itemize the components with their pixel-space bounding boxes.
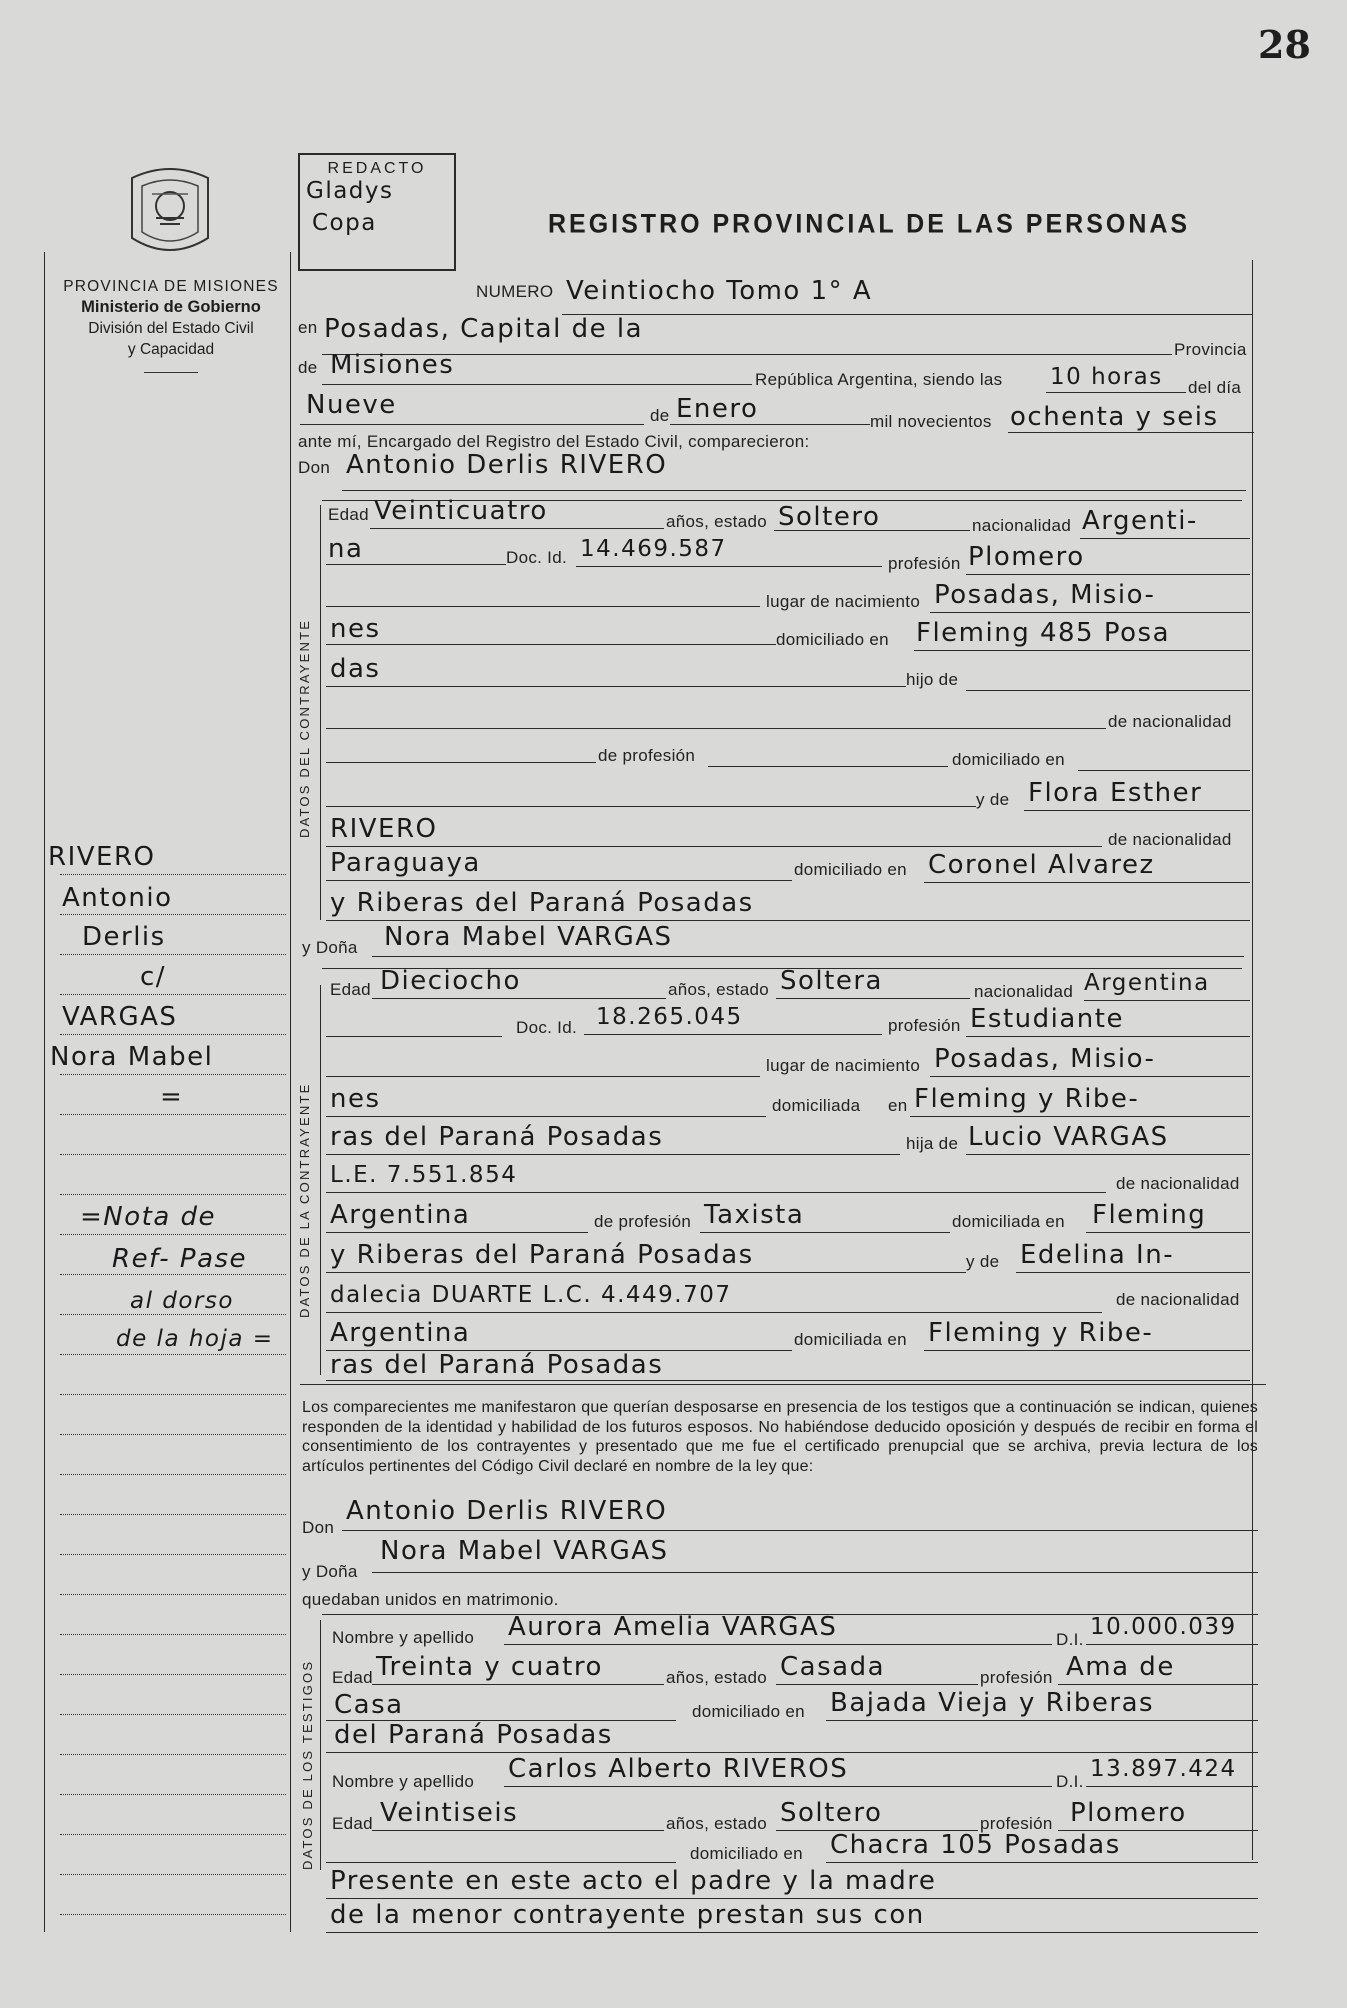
left-header-division: División del Estado Civil	[88, 320, 254, 337]
value-nac-father-bride: Argentina	[330, 1200, 471, 1230]
value-dom-mother-groom2: y Riberas del Paraná Posadas	[330, 888, 754, 918]
value-dom-mother-bride: Fleming y Ribe-	[928, 1318, 1154, 1348]
label-ante: ante mí, Encargado del Registro del Estado Civil, comparecieron:	[298, 432, 810, 451]
value-edad-bride: Dieciocho	[380, 966, 521, 996]
label-dom-groom: domiciliado en	[776, 630, 889, 649]
value-dom-t2: Chacra 105 Posadas	[830, 1830, 1121, 1860]
value-nac-mother-bride: Argentina	[330, 1318, 471, 1348]
value-dom-father-bride2: y Riberas del Paraná Posadas	[330, 1240, 754, 1270]
left-header-capacity: y Capacidad	[127, 341, 215, 358]
value-estado-t1: Casada	[780, 1652, 886, 1682]
value-estado-t2: Soltero	[780, 1798, 883, 1828]
value-estado-bride: Soltera	[780, 966, 883, 996]
value-de-provincia: Misiones	[330, 350, 455, 380]
label-provincia: Provincia	[1174, 340, 1247, 359]
value-dom-groom2: das	[330, 654, 381, 684]
value-prof-father-bride: Taxista	[704, 1200, 805, 1230]
value-doc-bride: 18.265.045	[596, 1004, 743, 1030]
value-dom-t1b: del Paraná Posadas	[334, 1720, 613, 1750]
value-dom-t1: Bajada Vieja y Riberas	[830, 1688, 1155, 1718]
margin-note2: Ref- Pase	[112, 1244, 248, 1274]
label-del-dia: del día	[1188, 378, 1242, 397]
label-edad-t2: Edad	[332, 1814, 373, 1833]
margin-equals: =	[160, 1082, 184, 1112]
margin-name-bride: Nora Mabel	[50, 1042, 214, 1072]
value-prof-t1b: Casa	[334, 1690, 404, 1720]
provincial-emblem-icon	[122, 158, 218, 266]
value-di-t2: 13.897.424	[1090, 1756, 1237, 1782]
label-dom-t2: domiciliado en	[690, 1844, 803, 1863]
value-estado-groom: Soltero	[778, 502, 881, 532]
side-label-witnesses: DATOS DE LOS TESTIGOS	[300, 1659, 315, 1870]
label-numero: NUMERO	[476, 282, 554, 301]
value-madre-groom: Flora Esther	[1028, 778, 1203, 808]
label-lugar-bride: lugar de nacimiento	[766, 1056, 921, 1075]
stamp-name2: Copa	[312, 210, 377, 236]
final-note-line2: de la menor contrayente prestan sus con	[330, 1900, 925, 1930]
value-dom-mother-bride2: ras del Paraná Posadas	[330, 1350, 664, 1380]
left-header-line1: PROVINCIA DE MISIONES	[63, 278, 279, 295]
margin-note4: de la hoja =	[116, 1326, 274, 1352]
value-madre-groom2: RIVERO	[330, 814, 438, 844]
label-don2: Don	[302, 1518, 335, 1537]
margin-con: c/	[140, 962, 167, 992]
label-nac-groom: nacionalidad	[972, 516, 1072, 535]
label-di-t1: D.I.	[1056, 1630, 1084, 1649]
value-edad-groom: Veinticuatro	[374, 496, 548, 526]
value-prof-groom: Plomero	[968, 542, 1085, 572]
label-nac-bride: nacionalidad	[974, 982, 1074, 1001]
label-dom-mother-groom: domiciliado en	[794, 860, 907, 879]
value-dom-mother-groom: Coronel Alvarez	[928, 850, 1155, 880]
value-name-t2: Carlos Alberto RIVEROS	[508, 1754, 849, 1784]
label-republica: República Argentina, siendo las	[755, 370, 1003, 389]
margin-note1: =Nota de	[80, 1202, 217, 1232]
value-mes: Enero	[676, 394, 759, 424]
label-edad-t1: Edad	[332, 1668, 373, 1687]
label-prof-father-bride: de profesión	[594, 1212, 692, 1231]
value-horas: 10 horas	[1050, 364, 1163, 390]
value-lugar-bride: Posadas, Misio-	[934, 1044, 1156, 1074]
label-mil-novecientos: mil novecientos	[870, 412, 992, 431]
label-y-dona: y Doña	[302, 938, 358, 957]
label-dom-bride: domiciliada	[772, 1096, 861, 1115]
value-edad-t2: Veintiseis	[380, 1798, 519, 1828]
redacto-stamp	[298, 153, 456, 271]
value-en: Posadas, Capital de la	[324, 314, 643, 344]
margin-note3: al dorso	[130, 1288, 234, 1314]
label-nac-father-groom: de nacionalidad	[1108, 712, 1232, 731]
label-y-dona2: y Doña	[302, 1562, 358, 1581]
label-dom-mother-bride: domiciliada en	[794, 1330, 907, 1349]
value-dom-groom: Fleming 485 Posa	[916, 618, 1171, 648]
label-quedaban: quedaban unidos en matrimonio.	[302, 1590, 559, 1609]
margin-name-groom2: Derlis	[82, 922, 166, 952]
value-dom-bride2: ras del Paraná Posadas	[330, 1122, 664, 1152]
label-edad-groom: Edad	[328, 505, 369, 524]
value-nac-mother-groom: Paraguaya	[330, 848, 481, 878]
value-don: Antonio Derlis RIVERO	[346, 450, 668, 480]
label-estado-t1: años, estado	[666, 1668, 767, 1687]
value-di-t1: 10.000.039	[1090, 1614, 1237, 1640]
value-dom-father-bride: Fleming	[1092, 1200, 1207, 1230]
value-madre-bride: Edelina In-	[1020, 1240, 1175, 1270]
label-doc-bride: Doc. Id.	[516, 1018, 577, 1037]
label-don: Don	[298, 458, 331, 477]
value-prof-t1: Ama de	[1066, 1652, 1175, 1682]
label-doc-groom: Doc. Id.	[506, 548, 567, 567]
margin-surname-bride: VARGAS	[62, 1002, 178, 1032]
label-hijo-de: hijo de	[906, 670, 959, 689]
label-nombre-t2: Nombre y apellido	[332, 1772, 475, 1791]
value-numero: Veintiocho Tomo 1° A	[566, 276, 873, 306]
value-name-t1: Aurora Amelia VARGAS	[508, 1612, 838, 1642]
value-nac-groom2: na	[328, 534, 364, 564]
value-lugar-bride2: nes	[330, 1084, 381, 1114]
page-number: 28	[1258, 22, 1311, 67]
label-en: en	[298, 318, 318, 337]
label-nac-mother-groom: de nacionalidad	[1108, 830, 1232, 849]
label-prof-t2: profesión	[980, 1814, 1053, 1833]
value-nac-groom: Argenti-	[1082, 506, 1198, 536]
label-estado-bride: años, estado	[668, 980, 769, 999]
value-lugar-groom: Posadas, Misio-	[934, 580, 1156, 610]
margin-surname-groom: RIVERO	[48, 842, 156, 872]
side-label-bride: DATOS DE LA CONTRAYENTE	[297, 1082, 312, 1318]
label-nac-mother-bride: de nacionalidad	[1116, 1290, 1240, 1309]
side-label-groom: DATOS DEL CONTRAYENTE	[297, 618, 312, 838]
label-estado-t2: años, estado	[666, 1814, 767, 1833]
label-y-de-bride: y de	[966, 1252, 1000, 1271]
label-prof-t1: profesión	[980, 1668, 1053, 1687]
value-dom-bride: Fleming y Ribe-	[914, 1084, 1140, 1114]
document-title: REGISTRO PROVINCIAL DE LAS PERSONAS	[548, 208, 1191, 240]
declaration-paragraph: Los comparecientes me manifestaron que querían desposarse en presencia de los testigos que a continuación se indican, quienes responden de la identidad y habilidad de los futuros esposos. No habiéndose deducido oposición y después de recibir en forma el consentimiento de los contrayentes y presentado que me fue el certificado prenupcial que se archiva, previa lectura de los artículos pertinentes del Código Civil declaré en nombre de la ley que:	[302, 1399, 1258, 1475]
value-prof-t2: Plomero	[1070, 1798, 1187, 1828]
label-en-bride: en	[888, 1096, 908, 1115]
value-lugar-groom2: nes	[330, 614, 381, 644]
margin-name-groom: Antonio	[62, 883, 173, 913]
left-header-ministry: Ministerio de Gobierno	[81, 298, 261, 316]
final-note-line1: Presente en este acto el padre y la madre	[330, 1866, 937, 1896]
label-di-t2: D.I.	[1056, 1772, 1084, 1791]
value-dia: Nueve	[306, 390, 397, 420]
label-nac-father-bride: de nacionalidad	[1116, 1174, 1240, 1193]
stamp-label: REDACTO	[327, 160, 427, 177]
label-dom-father-groom: domiciliado en	[952, 750, 1065, 769]
label-edad-bride: Edad	[330, 980, 371, 999]
label-de: de	[298, 358, 318, 377]
label-lugar-groom: lugar de nacimiento	[766, 592, 921, 611]
label-prof-bride: profesión	[888, 1016, 961, 1035]
value-nac-bride: Argentina	[1084, 970, 1210, 996]
label-de-mes: de	[650, 406, 670, 425]
value-prof-bride: Estudiante	[970, 1004, 1124, 1034]
left-header	[54, 276, 288, 373]
label-dom-father-bride: domiciliada en	[952, 1212, 1065, 1231]
value-don2: Antonio Derlis RIVERO	[346, 1496, 668, 1526]
label-prof-father-groom: de profesión	[598, 746, 696, 765]
value-padre-bride: Lucio VARGAS	[968, 1122, 1169, 1152]
value-dona: Nora Mabel VARGAS	[384, 922, 673, 952]
label-dom-t1: domiciliado en	[692, 1702, 805, 1721]
value-edad-t1: Treinta y cuatro	[376, 1652, 603, 1682]
value-dona2: Nora Mabel VARGAS	[380, 1536, 669, 1566]
value-anio: ochenta y seis	[1010, 402, 1219, 432]
label-estado-groom: años, estado	[666, 512, 767, 531]
value-madre-bride2: dalecia DUARTE L.C. 4.449.707	[330, 1282, 732, 1308]
value-doc-groom: 14.469.587	[580, 536, 727, 562]
label-hija-de: hija de	[906, 1134, 959, 1153]
label-prof-groom: profesión	[888, 554, 961, 573]
label-nombre-t1: Nombre y apellido	[332, 1628, 475, 1647]
label-y-de-groom: y de	[976, 790, 1010, 809]
stamp-name1: Gladys	[306, 178, 394, 204]
value-doc-padre-bride: L.E. 7.551.854	[330, 1162, 518, 1188]
